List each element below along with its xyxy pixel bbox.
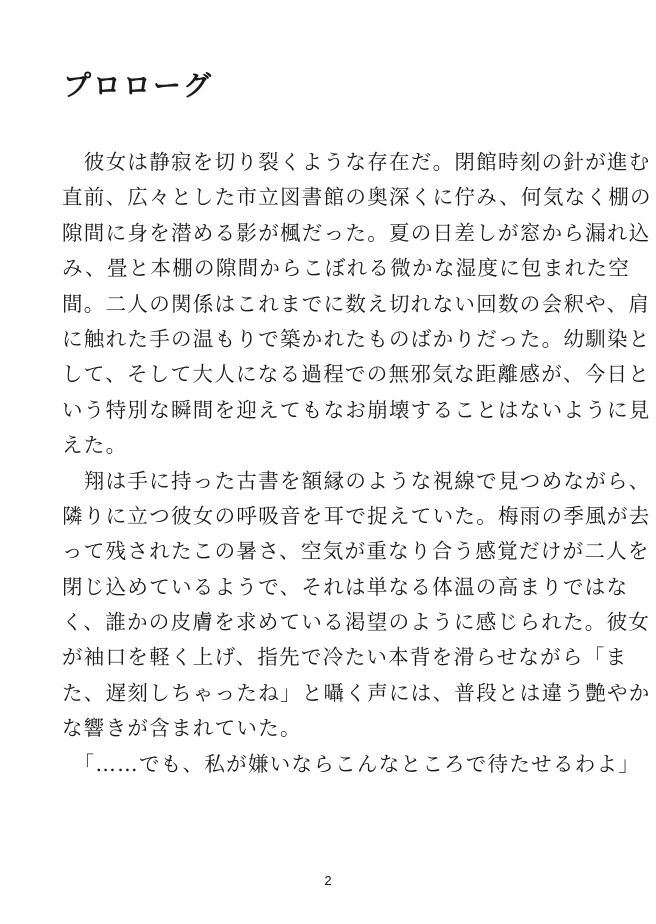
text-line: 「……でも、私が嫌いならこんなところで待たせるわよ」 xyxy=(62,751,641,776)
text-line: して、そして大人になる過程での無邪気な距離感が、今日と xyxy=(62,362,651,387)
text-line: 彼女は静寂を切り裂くような存在だ。閉館時刻の針が進む xyxy=(62,150,651,174)
text-line: えた。 xyxy=(62,433,128,458)
text-line: 隣りに立つ彼女の呼吸音を耳で捉えていた。梅雨の季風が去 xyxy=(62,503,651,528)
text-line: 直前、広々とした市立図書館の奥深くに佇み、何気なく棚の xyxy=(62,185,652,210)
text-line: って残されたこの暑さ、空気が重なり合う感覚だけが二人を xyxy=(62,539,650,564)
text-line: く、誰かの皮膚を求めている渇望のように感じられた。彼女 xyxy=(62,610,651,635)
body-text xyxy=(62,145,652,782)
page-number: 2 xyxy=(324,873,332,888)
text-line: な響きが含まれていた。 xyxy=(62,716,302,741)
text-line: 翔は手に持った古書を額縁のような視線で見つめながら、 xyxy=(62,468,651,493)
text-line: た、遅刻しちゃったね」と囁く声には、普段とは違う艶やか xyxy=(62,680,651,705)
chapter-title: プロローグ xyxy=(63,69,214,102)
text-line: 隙間に身を潜める影が楓だった。夏の日差しが窓から漏れ込 xyxy=(62,220,651,245)
text-line: 閉じ込めているようで、それは単なる体温の高まりではな xyxy=(62,574,629,599)
text-line: に触れた手の温もりで築かれたものばかりだった。幼馴染と xyxy=(62,326,651,351)
text-line: 間。二人の関係はこれまでに数え切れない回数の会釈や、肩 xyxy=(62,291,651,316)
text-line: み、畳と本棚の隙間からこぼれる微かな湿度に包まれた空 xyxy=(62,256,631,281)
text-line: が袖口を軽く上げ、指先で冷たい本背を滑らせながら「ま xyxy=(62,645,628,670)
text-line: いう特別な瞬間を迎えてもなお崩壊することはないように見 xyxy=(62,397,651,422)
